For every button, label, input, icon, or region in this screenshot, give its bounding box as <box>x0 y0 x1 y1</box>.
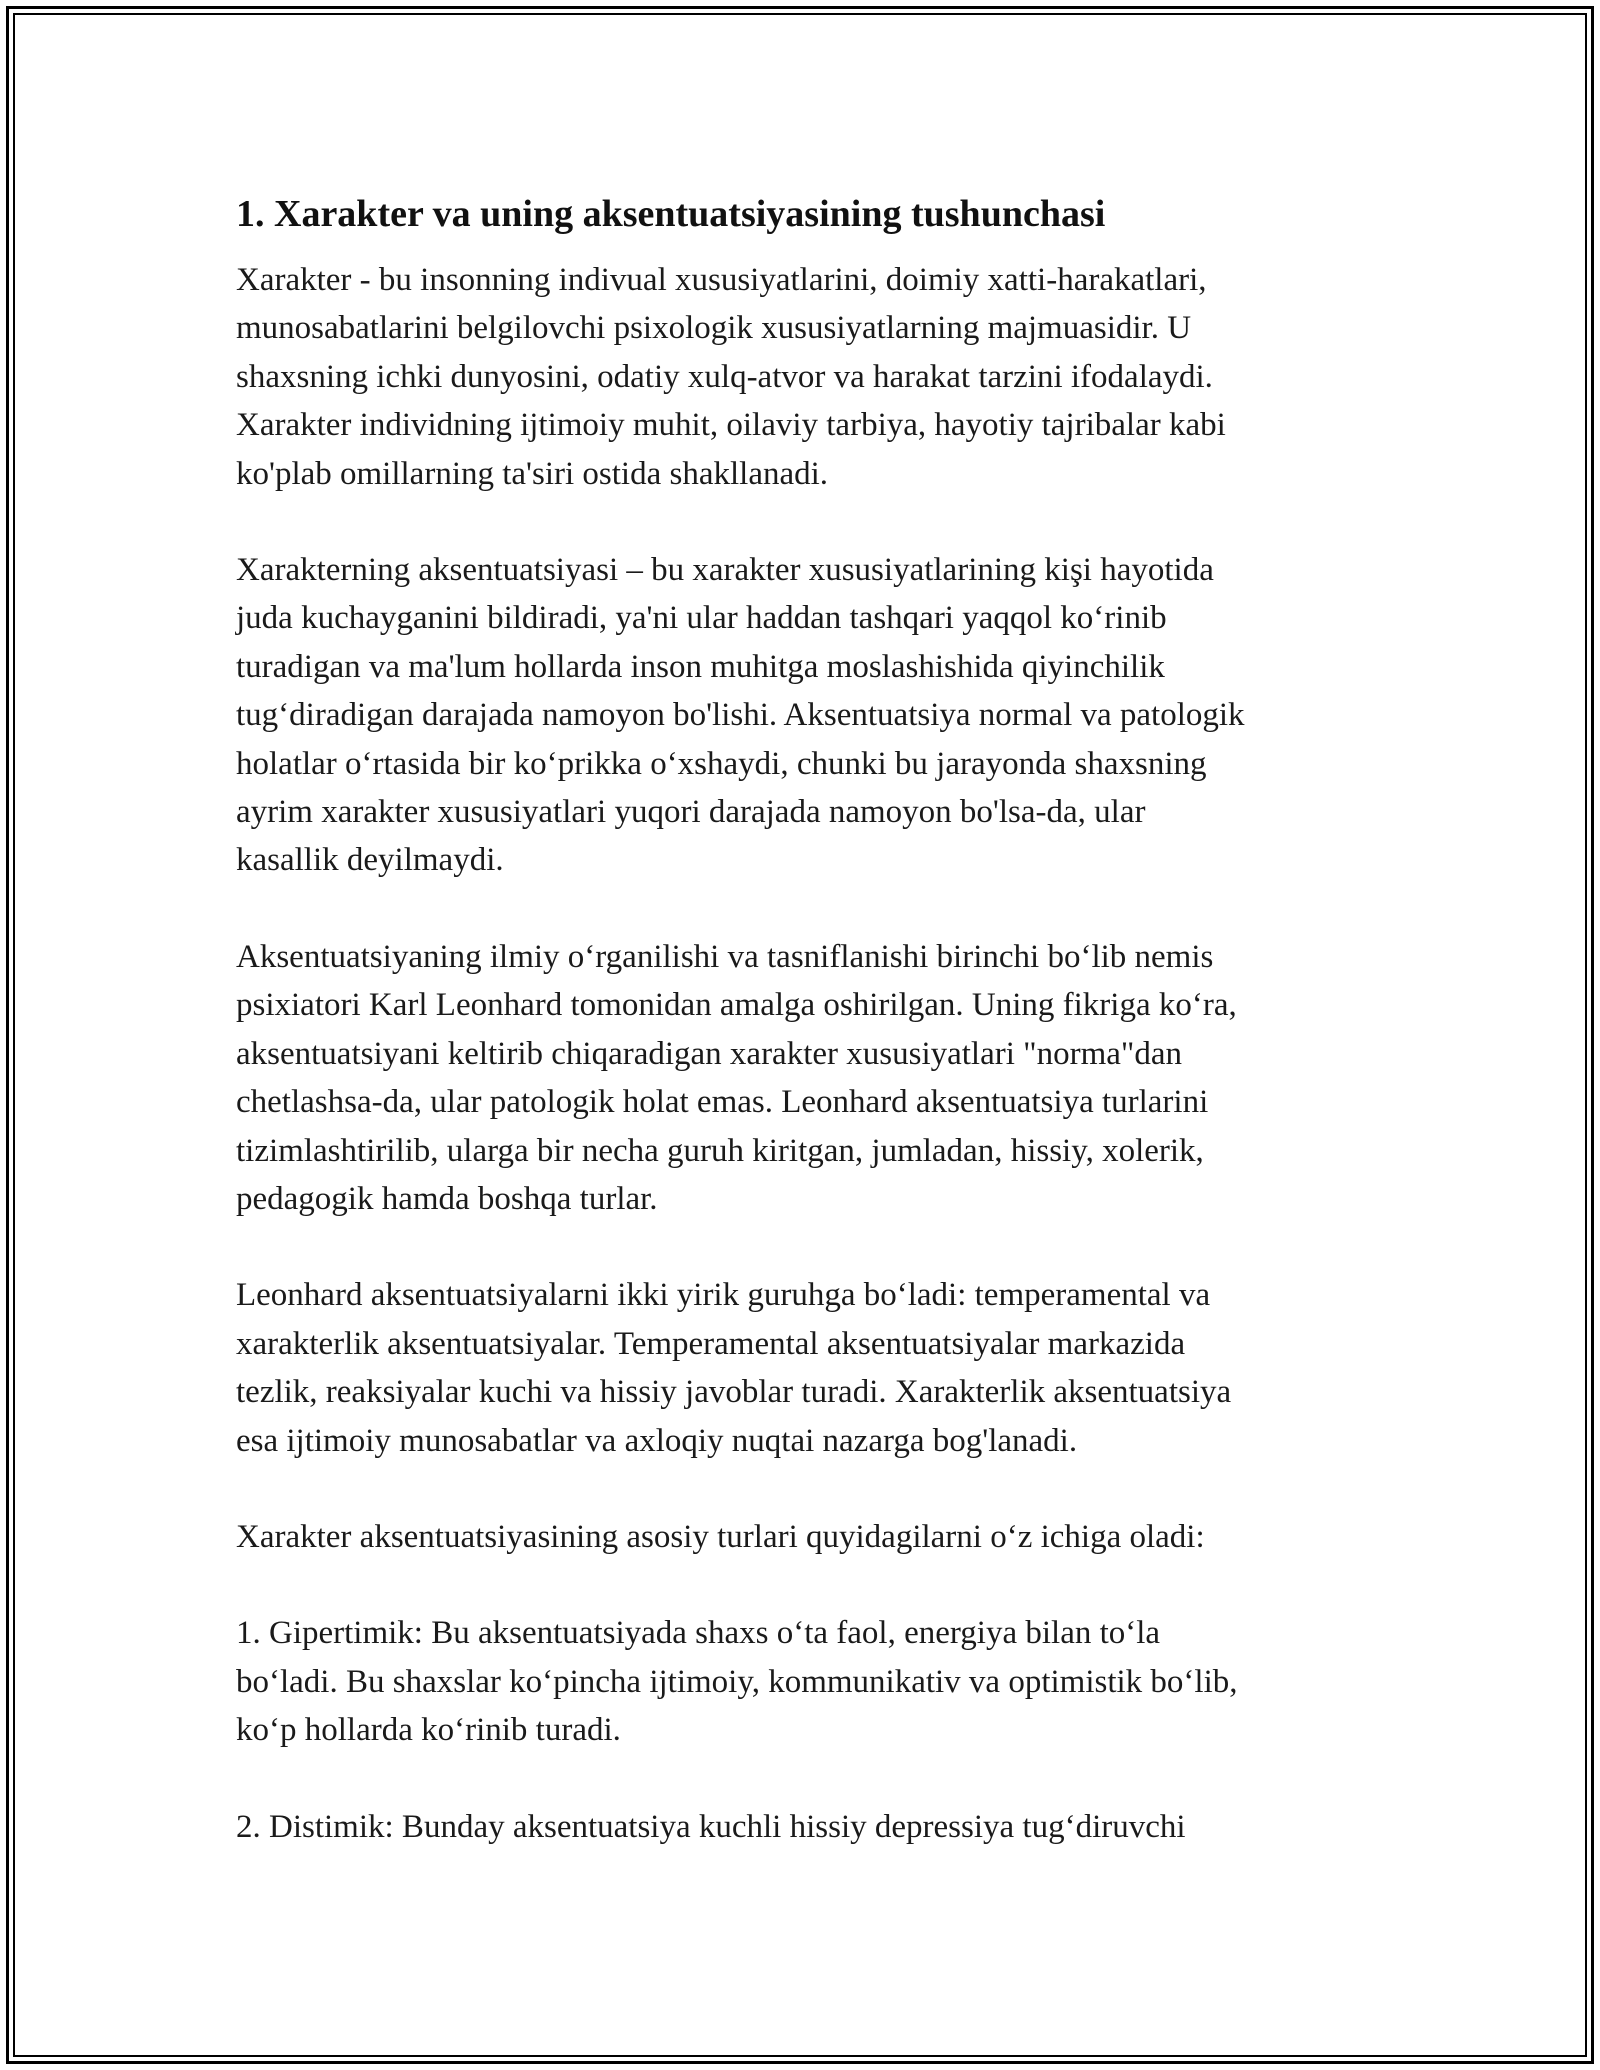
text-line: bo‘ladi. Bu shaxslar ko‘pincha ijtimoiy, kommunikativ va optimistik bo‘lib, <box>236 1663 1238 1700</box>
paragraph <box>236 256 1376 498</box>
text-line: Aksentuatsiyaning ilmiy o‘rganilishi va tasniflanishi birinchi bo‘lib nemis <box>236 938 1214 975</box>
text-line: Xarakter individning ijtimoiy muhit, oilaviy tarbiya, hayotiy tajribalar kabi <box>236 407 1226 444</box>
text-line: kasallik deyilmaydi. <box>236 842 504 879</box>
text-line: tizimlashtirilib, ularga bir necha guruh kiritgan, jumladan, hissiy, xolerik, <box>236 1132 1204 1169</box>
text-line: chetlashsa-da, ular patologik holat emas. Leonhard aksentuatsiya turlarini <box>236 1084 1209 1121</box>
paragraph <box>236 546 1376 885</box>
text-line: Xarakter aksentuatsiyasining asosiy turlari quyidagilarni o‘z ichiga oladi: <box>236 1518 1205 1555</box>
paragraph <box>236 1609 1376 1754</box>
text-line: psixiatori Karl Leonhard tomonidan amalga oshirilgan. Uning fikriga ko‘ra, <box>236 987 1237 1024</box>
text-line: xarakterlik aksentuatsiyalar. Temperamental aksentuatsiyalar markazida <box>236 1325 1186 1362</box>
text-line: Xarakter - bu insonning indivual xususiyatlarini, doimiy xatti-harakatlari, <box>236 262 1207 298</box>
paragraph <box>236 1271 1376 1465</box>
text-line: tezlik, reaksiyalar kuchi va hissiy javoblar turadi. Xarakterlik aksentuatsiya <box>236 1374 1232 1411</box>
paragraph-list <box>236 256 1376 1851</box>
document-body <box>236 186 1376 1899</box>
text-line: 2. Distimik: Bunday aksentuatsiya kuchli hissiy depressiya tug‘diruvchi <box>236 1808 1186 1845</box>
paragraph <box>236 1803 1376 1851</box>
text-line: tug‘diradigan darajada namoyon bo'lishi. Aksentuatsiya normal va patologik <box>236 697 1245 734</box>
text-line: Leonhard aksentuatsiyalarni ikki yirik guruhga bo‘ladi: temperamental va <box>236 1277 1211 1314</box>
text-line: Xarakterning aksentuatsiyasi – bu xarakter xususiyatlarining kişi hayotida <box>236 552 1214 589</box>
page-title: 1. Xarakter va uning aksentuatsiyasining tushunchasi <box>236 193 1106 235</box>
text-line: turadigan va ma'lum hollarda inson muhitga moslashishida qiyinchilik <box>236 648 1165 685</box>
text-line: esa ijtimoiy munosabatlar va axloqiy nuqtai nazarga bog'lanadi. <box>236 1422 1078 1459</box>
paragraph <box>236 1513 1376 1561</box>
text-line: munosabatlarini belgilovchi psixologik xususiyatlarning majmuasidir. U <box>236 310 1192 347</box>
text-line: juda kuchayganini bildiradi, ya'ni ular haddan tashqari yaqqol ko‘rinib <box>236 600 1167 637</box>
text-line: shaxsning ichki dunyosini, odatiy xulq-atvor va harakat tarzini ifodalaydi. <box>236 358 1213 395</box>
text-line: aksentuatsiyani keltirib chiqaradigan xarakter xususiyatlari "norma"dan <box>236 1035 1183 1072</box>
text-line: holatlar o‘rtasida bir ko‘prikka o‘xshaydi, chunki bu jarayonda shaxsning <box>236 745 1207 782</box>
text-line: ko'plab omillarning ta'siri ostida shakllanadi. <box>236 455 829 492</box>
text-line: ayrim xarakter xususiyatlari yuqori darajada namoyon bo'lsa-da, ular <box>236 794 1146 831</box>
paragraph <box>236 933 1376 1223</box>
text-line: pedagogik hamda boshqa turlar. <box>236 1180 658 1217</box>
text-line: ko‘p hollarda ko‘rinib turadi. <box>236 1712 621 1749</box>
text-line: 1. Gipertimik: Bu aksentuatsiyada shaxs o‘ta faol, energiya bilan to‘la <box>236 1615 1161 1652</box>
